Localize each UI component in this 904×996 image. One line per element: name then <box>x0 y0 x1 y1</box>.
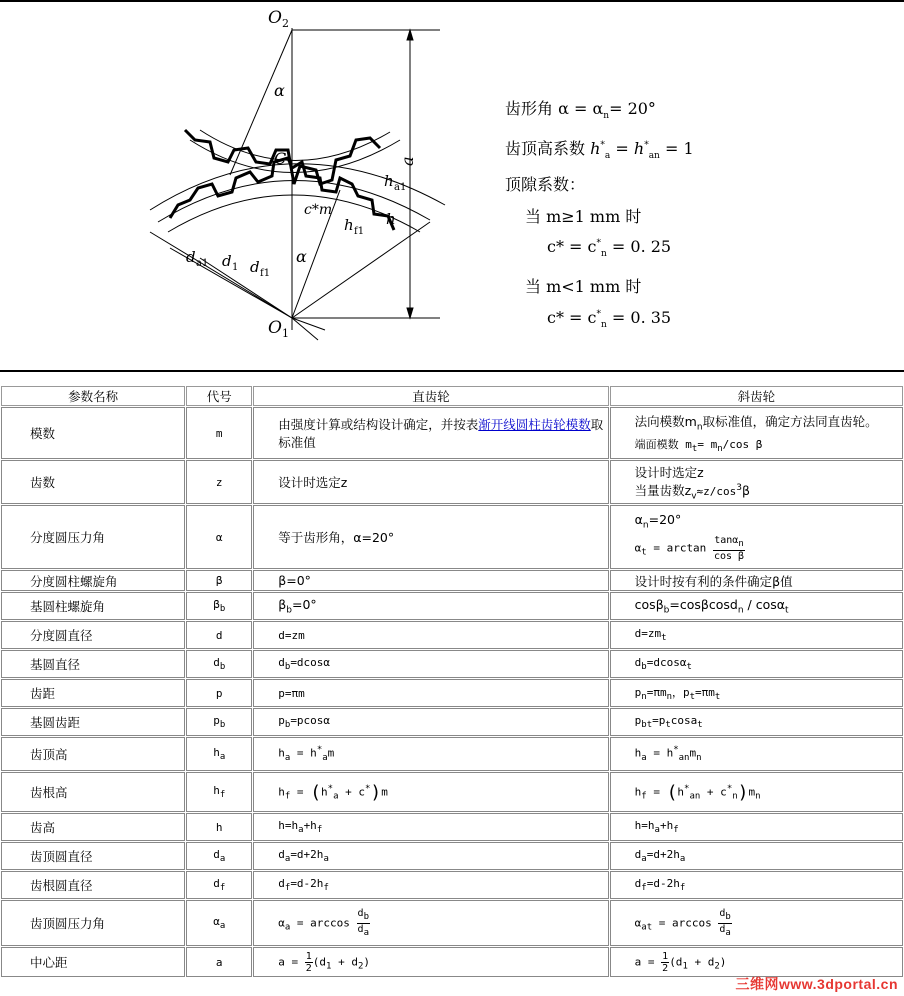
row-name: 齿根高 <box>1 772 185 812</box>
row-name: 分度圆压力角 <box>1 505 185 569</box>
table-row <box>1 621 903 649</box>
row-name: 分度圆柱螺旋角 <box>1 570 185 591</box>
row-name: 基圆柱螺旋角 <box>1 592 185 620</box>
gear-mesh-diagram <box>0 0 480 370</box>
h-label: h <box>386 210 396 228</box>
row-spur: $d_b=dcos\alpha$ <box>253 650 608 678</box>
df1-sub: f1 <box>260 268 271 279</box>
table-row <box>1 460 903 504</box>
row-symbol: $d_a$ <box>186 842 252 870</box>
row-name: 齿顶高 <box>1 737 185 771</box>
pitch-point-label: C <box>274 149 287 168</box>
row-helical: $d=zm_t$ <box>610 621 903 649</box>
row-helical: a = $\frac{1}{2}$ $(d_1 + d_2)$ <box>610 947 903 977</box>
row-spur: $h_f = (h^*_a + c^*)m$ <box>253 772 608 812</box>
param-case-1: 当 m≥1 mm 时 <box>525 207 642 226</box>
table-row <box>1 842 903 870</box>
table-row <box>1 871 903 899</box>
row-symbol: $\beta_b$ <box>186 592 252 620</box>
row-name: 齿根圆直径 <box>1 871 185 899</box>
table-row <box>1 592 903 620</box>
alpha-bottom-label: α <box>296 247 307 266</box>
table-row <box>1 570 903 591</box>
row-symbol: z <box>186 460 252 504</box>
row-symbol: h <box>186 813 252 841</box>
hf1-sub: f1 <box>354 226 365 237</box>
param-clearance-coef: 顶隙系数： <box>505 175 586 194</box>
ha1-sub: a1 <box>394 182 407 193</box>
row-helical: $p_{bt}=p_t\cos a_t$ <box>610 708 903 736</box>
row-symbol: β <box>186 570 252 591</box>
row-symbol: $h_f$ <box>186 772 252 812</box>
row-name: 齿高 <box>1 813 185 841</box>
gear-parameters-table <box>0 385 904 978</box>
o2-label: O <box>268 8 282 28</box>
row-spur: $h_a = h^*_am$ <box>253 737 608 771</box>
row-name: 基圆直径 <box>1 650 185 678</box>
row-symbol: $p_b$ <box>186 708 252 736</box>
bottom-rule <box>0 370 904 372</box>
row-symbol: $\alpha_a$ <box>186 900 252 946</box>
hf1-label: h <box>344 216 354 234</box>
row-symbol: α <box>186 505 252 569</box>
row-helical: $\alpha_n=20^\circ$ $\alpha_t = \arctan$ $\frac{\tan\alpha_n}{\text{cos β}}$ <box>610 505 903 569</box>
row-spur: $\beta_b=0^\circ$ <box>253 592 608 620</box>
row-helical: 设计时按有利的条件确定β值 <box>610 570 903 591</box>
table-row <box>1 813 903 841</box>
o2-sub: 2 <box>282 17 289 30</box>
table-row <box>1 679 903 707</box>
row-helical: $h_f = (h^*_{an} + c^*_n)m_n$ <box>610 772 903 812</box>
module-table-link[interactable]: 渐开线圆柱齿轮模数 <box>478 417 591 432</box>
row-spur: $h=h_a+h_f$ <box>253 813 608 841</box>
row-name: 模数 <box>1 407 185 459</box>
row-name: 基圆齿距 <box>1 708 185 736</box>
row-spur: $\alpha_a = \arccos$ $\frac{d_b}{d_a}$ <box>253 900 608 946</box>
row-symbol: d <box>186 621 252 649</box>
table-row <box>1 505 903 569</box>
header-helical-gear: 斜齿轮 <box>610 386 903 406</box>
row-spur: a = $\frac{1}{2}$ $(d_1 + d_2)$ <box>253 947 608 977</box>
row-helical: $h=h_a+h_f$ <box>610 813 903 841</box>
row-helical: $d_b=dcos\alpha_t$ <box>610 650 903 678</box>
row-spur: $p_b=pcos\alpha$ <box>253 708 608 736</box>
center-distance-label: a <box>398 156 417 166</box>
table-row <box>1 650 903 678</box>
o1-sub: 1 <box>282 327 289 340</box>
row-spur: 设计时选定z <box>253 460 608 504</box>
param-clearance-1: $c* = c^*_n = 0$. 25 <box>547 237 672 260</box>
row-name: 齿顶圆压力角 <box>1 900 185 946</box>
row-symbol: p <box>186 679 252 707</box>
row-helical: cosβ$_b$=cosβcosd$_n$ / cosα$_t$ <box>610 592 903 620</box>
site-watermark: 三维网www.3dportal.cn <box>735 976 898 992</box>
row-spur: $d_f=d-2h_f$ <box>253 871 608 899</box>
table-header-row <box>1 386 903 406</box>
gear-geometry-figure <box>0 0 904 372</box>
row-symbol: $d_b$ <box>186 650 252 678</box>
row-spur: d=zm <box>253 621 608 649</box>
row-helical: $d_f=d-2h_f$ <box>610 871 903 899</box>
row-spur: p=πm <box>253 679 608 707</box>
row-spur: 等于齿形角，α=20° <box>253 505 608 569</box>
row-symbol: $h_a$ <box>186 737 252 771</box>
alpha-top-label: α <box>274 81 285 100</box>
table-row <box>1 947 903 977</box>
table-row <box>1 737 903 771</box>
row-name: 分度圆直径 <box>1 621 185 649</box>
table-row <box>1 772 903 812</box>
param-addendum-coef: 齿顶高系数 $h^*_a = h^*_{an} = 1$ <box>505 139 694 162</box>
row-name: 齿顶圆直径 <box>1 842 185 870</box>
o1-label: O <box>268 318 282 338</box>
param-clearance-2: $c* = c^*_n = 0$. 35 <box>547 308 672 331</box>
param-pressure-angle: 齿形角 $\alpha = \alpha_n= 20^\circ$ <box>505 99 656 122</box>
row-helical: $\alpha_{at} = \arccos$ $\frac{d_b}{d_a}$ <box>610 900 903 946</box>
param-case-2: 当 m<1 mm 时 <box>525 277 642 296</box>
row-helical: 法向模数$m_n$取标准值，确定方法同直齿轮。 端面模数 $m_t= m_n/\cos$ β <box>610 407 903 459</box>
row-helical: $d_a=d+2h_a$ <box>610 842 903 870</box>
da1-sub: a1 <box>196 258 209 269</box>
ha1-label: h <box>384 172 394 190</box>
table-row <box>1 900 903 946</box>
row-spur: β=0° <box>253 570 608 591</box>
da1-label: d <box>186 248 196 266</box>
row-name: 齿数 <box>1 460 185 504</box>
d1-label: d <box>222 252 232 270</box>
clearance-label: c*m <box>304 202 333 218</box>
row-helical: $p_n=\pi m_n$，$p_t=\pi m_t$ <box>610 679 903 707</box>
table-row <box>1 407 903 459</box>
header-param-name: 参数名称 <box>1 386 185 406</box>
d1-sub: 1 <box>232 262 239 273</box>
row-name: 中心距 <box>1 947 185 977</box>
df1-label: d <box>250 258 260 276</box>
row-symbol: a <box>186 947 252 977</box>
row-symbol: $d_f$ <box>186 871 252 899</box>
row-spur: $d_a=d+2h_a$ <box>253 842 608 870</box>
header-spur-gear: 直齿轮 <box>253 386 608 406</box>
row-helical: $h_a = h^*_{an}m_n$ <box>610 737 903 771</box>
row-name: 齿距 <box>1 679 185 707</box>
header-symbol: 代号 <box>186 386 252 406</box>
row-symbol: m <box>186 407 252 459</box>
row-spur: 由强度计算或结构设计确定，并按表渐开线圆柱齿轮模数取标准值 <box>253 407 608 459</box>
table-row <box>1 708 903 736</box>
row-helical: 设计时选定z 当量齿数$z_v\approx z/\cos^3\beta$ <box>610 460 903 504</box>
